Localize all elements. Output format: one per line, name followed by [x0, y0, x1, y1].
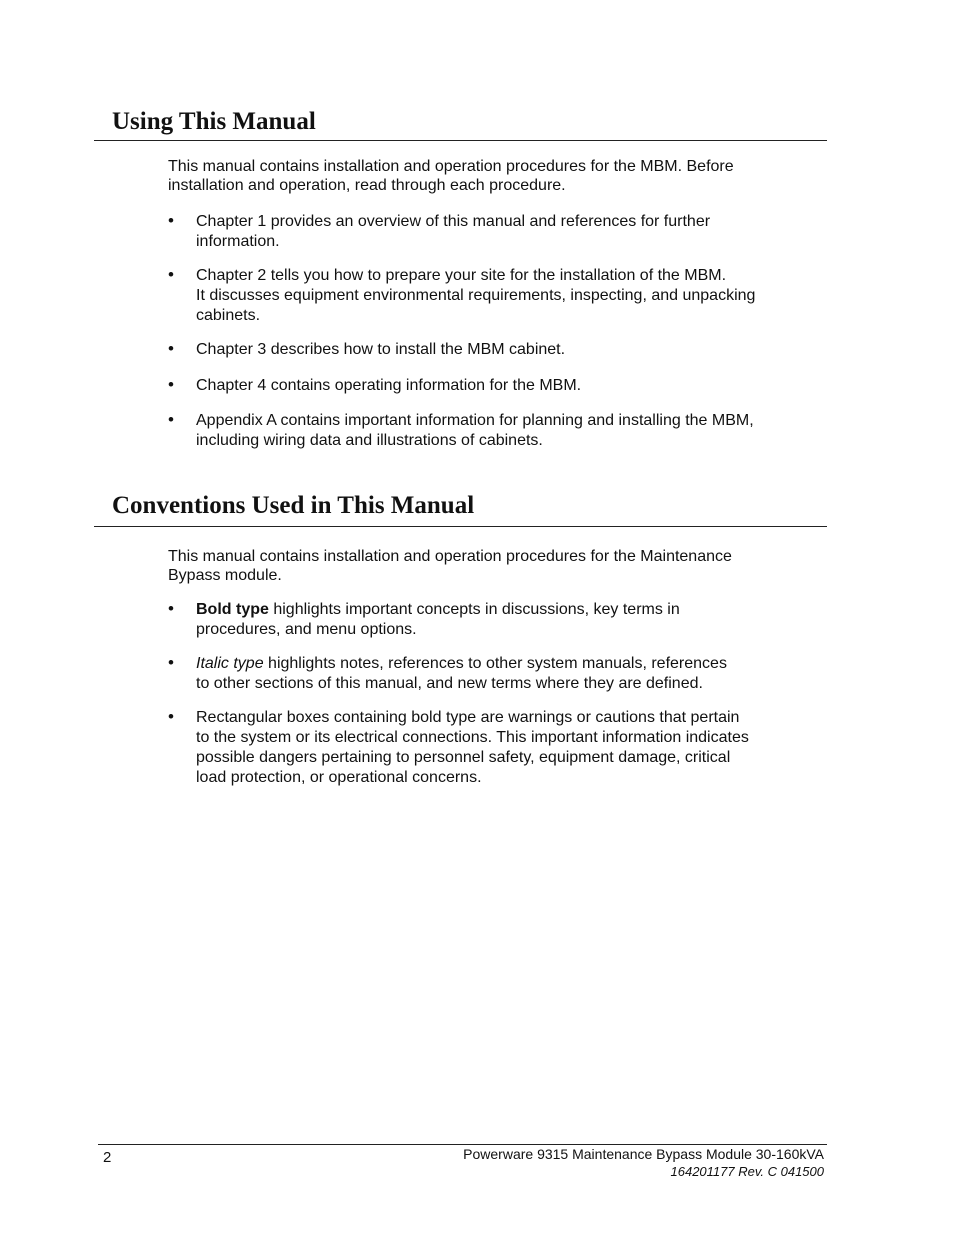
list-item: • Chapter 2 tells you how to prepare your site for the installation of the MBM. It discusses equipment environmental requirements, inspecting, and unpacking cabinets. — [168, 265, 756, 324]
italic-term: Italic type — [196, 655, 264, 672]
footer-document-title: Powerware 9315 Maintenance Bypass Module 30-160kVA — [463, 1146, 824, 1162]
section-title-conventions: Conventions Used in This Manual — [112, 492, 475, 519]
section-divider — [94, 140, 827, 141]
bullet-icon: • — [168, 339, 174, 358]
list-item: • Chapter 3 describes how to install the MBM cabinet. — [168, 339, 566, 358]
bullet-list — [168, 600, 808, 788]
list-item: • Rectangular boxes containing bold type are warnings or cautions that pertain to the system or its electrical connections. This important information indicates possible dangers pertaining to personnel safety, equipment damage, critical load protection, or operational concerns. — [168, 707, 749, 786]
bullet-icon: • — [168, 653, 174, 672]
bold-term: Bold type — [196, 601, 269, 618]
section-intro: This manual contains installation and operation procedures for the MBM. Before installation and operation, read through each procedure. — [168, 158, 734, 194]
section-title-using-this-manual: Using This Manual — [112, 108, 316, 135]
bullet-icon: • — [168, 410, 174, 429]
footer-divider — [98, 1144, 827, 1145]
list-item: • Chapter 4 contains operating information for the MBM. — [168, 375, 582, 394]
list-item: • Bold type highlights important concepts in discussions, key terms in procedures, and menu options. — [168, 599, 680, 638]
footer-revision: 164201177 Rev. C 041500 — [670, 1164, 824, 1179]
bullet-icon: • — [168, 599, 174, 618]
list-item: • Italic type highlights notes, references to other system manuals, references to other sections of this manual, and new terms where they are defined. — [168, 653, 727, 692]
bullet-icon: • — [168, 707, 174, 726]
bullet-icon: • — [168, 265, 174, 284]
list-item: • Chapter 1 provides an overview of this manual and references for further information. — [168, 211, 711, 250]
section-divider — [94, 526, 827, 527]
page-number: 2 — [103, 1149, 112, 1166]
bullet-list — [168, 212, 808, 451]
bullet-icon: • — [168, 375, 174, 394]
section-intro: This manual contains installation and operation procedures for the Maintenance Bypass module. — [168, 548, 732, 584]
list-item: • Appendix A contains important information for planning and installing the MBM, including wiring data and illustrations of cabinets. — [168, 410, 754, 449]
bullet-icon: • — [168, 211, 174, 230]
